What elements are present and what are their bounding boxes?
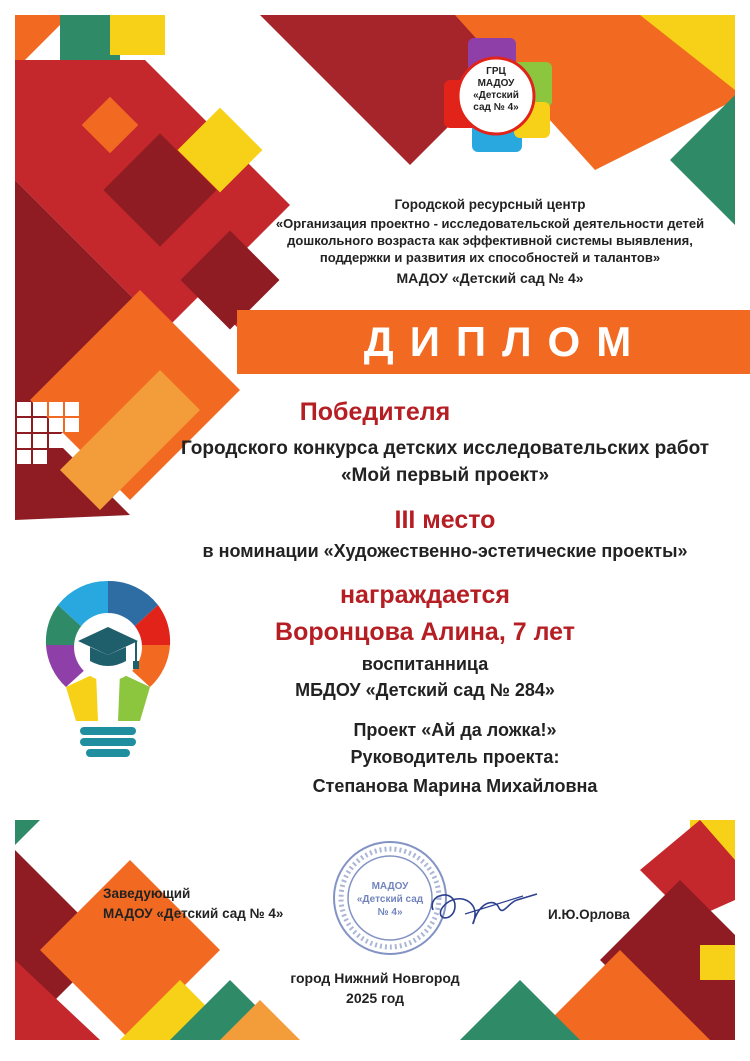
supervisor-name: Степанова Марина Михайловна <box>312 776 598 796</box>
title-banner <box>237 310 750 374</box>
logo-text-2: МАДОУ <box>477 78 515 89</box>
footer-year: 2025 год <box>346 990 404 1006</box>
signer-name: И.Ю.Орлова <box>548 907 630 922</box>
place-text: III место <box>394 506 496 534</box>
header-line-3: дошкольного возраста как эффективной системы выявления, <box>287 233 693 248</box>
header-line-5: МАДОУ «Детский сад № 4» <box>396 270 584 286</box>
logo-text-4: сад № 4» <box>473 102 519 113</box>
recipient-org: МБДОУ «Детский сад № 284» <box>295 680 555 700</box>
contest-line-2: «Мой первый проект» <box>340 465 550 486</box>
project-title: Проект «Ай да ложка!» <box>353 720 557 740</box>
lightbulb-education-icon <box>38 575 178 765</box>
nomination-text: в номинации «Художественно-эстетические проекты» <box>202 541 688 561</box>
stamp-center-text: МАДОУ «Детский сад № 4» <box>356 881 424 918</box>
winner-text: Победителя <box>299 398 451 426</box>
header-line-2: «Организация проектно - исследовательской деятельности детей <box>275 216 705 231</box>
signer-position-line-2: МАДОУ «Детский сад № 4» <box>103 906 284 921</box>
logo-text-3: «Детский <box>473 90 519 101</box>
contest-line-1: Городского конкурса детских исследовательских работ <box>180 438 710 459</box>
handwritten-signature <box>425 880 540 940</box>
diploma-title: ДИПЛОМ <box>363 318 648 365</box>
recipient-role: воспитанница <box>361 654 489 674</box>
logo <box>440 30 560 160</box>
awarded-text: награждается <box>339 581 511 609</box>
header-line-4: поддержки и развития их способностей и талантов» <box>319 250 661 265</box>
footer-city: город Нижний Новгород <box>290 970 460 986</box>
supervisor-label: Руководитель проекта: <box>350 747 560 767</box>
signer-position <box>103 884 283 924</box>
logo-text-1: ГРЦ <box>486 66 506 77</box>
recipient-name: Воронцова Алина, 7 лет <box>275 618 575 646</box>
header-line-1: Городской ресурсный центр <box>394 197 586 212</box>
signer-position-line-1: Заведующий <box>103 886 191 901</box>
